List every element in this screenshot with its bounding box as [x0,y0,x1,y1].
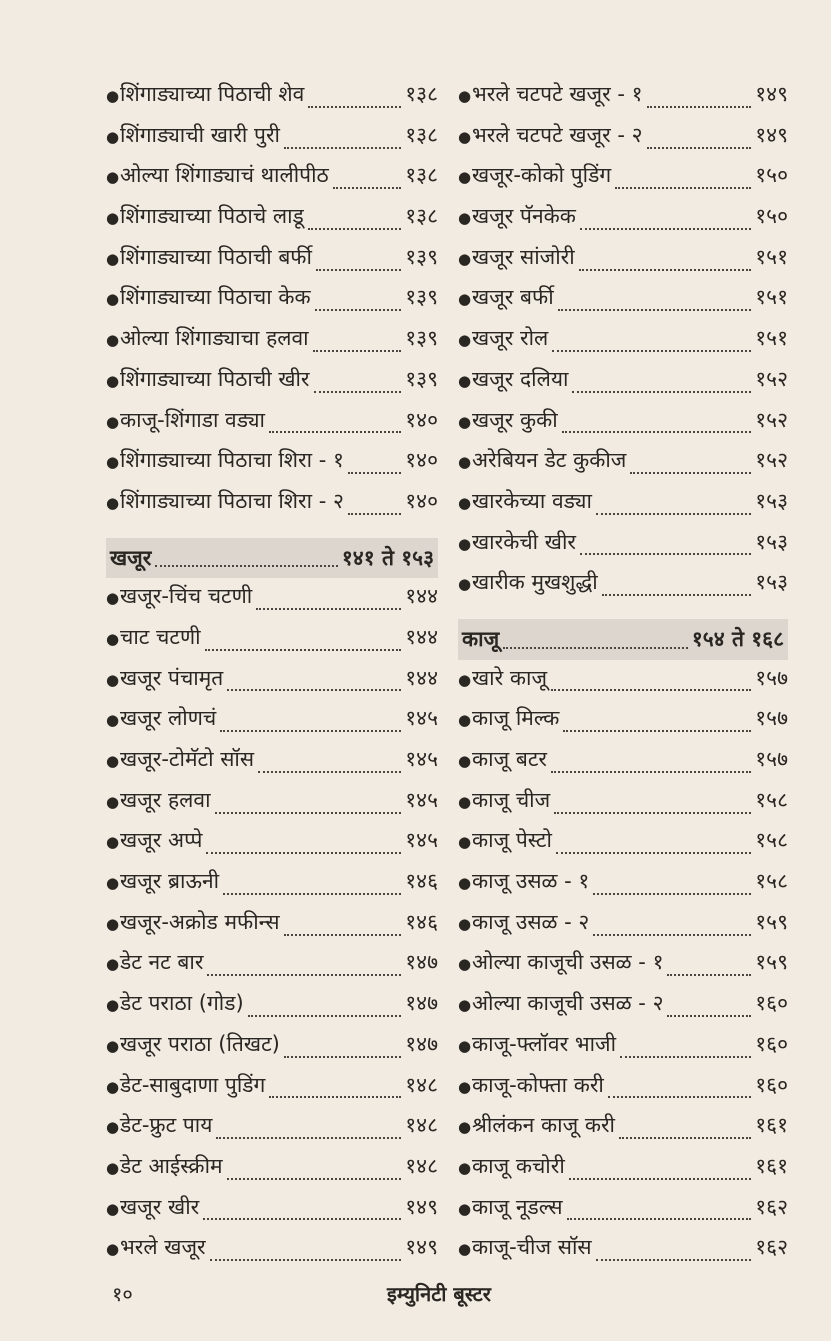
entry-page-number: १५१ [755,326,788,351]
entry-title: खजूर-चिंच चटणी [120,584,253,609]
entry-page-number: १४७ [405,991,438,1016]
toc-entry [106,1111,438,1152]
entry-title: डेट नट बार [120,950,204,975]
entry-title: ओल्या शिंगाड्याचं थालीपीठ [120,163,329,188]
leader-dots [552,349,751,352]
entry-title: शिंगाड्याच्या पिठाची बर्फी [120,244,312,269]
entry-page-number: १४४ [405,584,438,609]
leader-dots [315,308,402,311]
toc-entry [458,406,788,447]
leader-dots [580,552,751,555]
leader-dots [619,1136,751,1139]
bullet-icon: ● [106,670,120,689]
toc-entry [106,80,438,121]
entry-title: खजूर-कोको पुडिंग [472,163,612,188]
entry-title: खजूर-टोमॅटो सॉस [120,747,255,771]
toc-entry [458,365,788,406]
entry-title: काजू कचोरी [472,1153,565,1178]
leader-dots [647,146,752,149]
entry-title: डेट आईस्क्रीम [120,1153,223,1178]
entry-page-number: १५८ [755,869,788,894]
bullet-icon: ● [458,1118,472,1137]
toc-entry [106,704,438,745]
entry-title: खजूर खीर [120,1194,200,1219]
bullet-icon: ● [458,874,472,893]
entry-title: खारीक मुखशुद्धी [472,570,598,595]
entry-page-number: १४८ [405,1153,438,1178]
entry-title: खारे काजू [472,665,548,690]
bullet-icon: ● [106,493,120,512]
entry-title: शिंगाड्याच्या पिठाचा केक [120,285,311,310]
bullet-icon: ● [458,371,472,390]
left-list-b [106,582,438,1274]
bullet-icon: ● [458,670,472,689]
entry-title: खजूर पंचामृत [120,665,224,690]
entry-title: श्रीलंकन काजू करी [472,1113,615,1138]
entry-page-number: १४७ [405,1031,438,1056]
leader-dots [207,973,401,976]
toc-entry [458,1111,788,1152]
leader-dots [269,1095,401,1098]
entry-title: ओल्या काजूची उसळ - २ [472,991,664,1016]
bullet-icon: ● [106,209,120,228]
leader-dots [593,933,751,936]
entry-page-number: १५९ [755,950,788,975]
bullet-icon: ● [458,996,472,1015]
entry-title: शिंगाड्याच्या पिठाचा शिरा - २ [120,488,344,513]
bullet-icon: ● [106,629,120,648]
toc-entry [458,867,788,908]
left-list-a [106,80,438,528]
bullet-icon: ● [106,412,120,431]
bullet-icon: ● [458,87,472,105]
toc-entry [106,989,438,1030]
bullet-icon: ● [458,453,472,472]
toc-entry [106,1152,438,1193]
toc-entry [458,80,788,121]
toc-entry [458,948,788,989]
bullet-icon: ● [106,874,120,893]
bullet-icon: ● [458,711,472,730]
entry-title: भरले चटपटे खजूर - २ [472,122,643,147]
entry-page-number: १३८ [405,122,438,147]
entry-title: खारकेची खीर [472,529,576,554]
entry-page-number: १४० [405,488,438,513]
leader-dots [316,268,401,271]
entry-page-number: १४८ [405,1072,438,1097]
entry-title: काजू बटर [472,747,547,771]
toc-entry [458,664,788,705]
bullet-icon: ● [458,1199,472,1218]
bullet-icon: ● [458,493,472,512]
entry-title: डेट-साबुदाणा पुडिंग [120,1072,266,1097]
bullet-icon: ● [106,1036,120,1055]
leader-dots [630,471,751,474]
section-title: काजू [462,626,500,651]
bullet-icon: ● [106,371,120,390]
toc-entry [458,568,788,609]
toc-entry [458,324,788,365]
leader-dots [579,268,752,271]
entry-page-number: १५७ [755,706,788,731]
right-column [458,80,788,1274]
leader-dots [551,688,751,691]
toc-entry [458,908,788,949]
toc-entry [458,1030,788,1071]
toc-entry [458,826,788,867]
toc-entry [106,664,438,705]
toc-entry [106,745,438,786]
toc-entry [106,487,438,528]
bullet-icon: ● [458,1036,472,1055]
entry-title: काजू चीज [472,787,551,812]
toc-entry [458,121,788,162]
bullet-icon: ● [106,127,120,146]
entry-title: काजू-शिंगाडा वड्या [120,407,265,432]
toc-entry [458,446,788,487]
leader-dots [580,227,751,230]
entry-title: काजू उसळ - १ [472,869,590,894]
entry-page-number: १५८ [755,787,788,812]
toc-entry [106,908,438,949]
entry-page-number: १३८ [405,82,438,106]
bullet-icon: ● [458,127,472,146]
bullet-icon: ● [106,589,120,608]
bullet-icon: ● [458,914,472,933]
entry-title: खजूर लोणचं [120,706,217,731]
entry-title: काजू-फ्लॉवर भाजी [472,1031,617,1056]
entry-page-number: १५२ [755,448,788,473]
toc-entry [458,989,788,1030]
entry-title: शिंगाड्याच्या पिठाचे लाडू [120,204,304,229]
entry-title: भरले चटपटे खजूर - १ [472,82,643,106]
leader-dots [215,811,402,814]
entry-page-number: १५० [755,163,788,188]
entry-page-number: १४४ [405,665,438,690]
leader-dots [308,105,401,108]
entry-title: काजू-चीज सॉस [472,1235,592,1260]
entry-page-number: १६० [755,991,788,1016]
bullet-icon: ● [106,711,120,730]
entry-title: काजू मिल्क [472,706,560,731]
toc-entry [106,446,438,487]
toc-entry [458,243,788,284]
entry-title: खजूर रोल [472,326,549,351]
leader-dots [308,227,401,230]
bullet-icon: ● [106,1199,120,1218]
leader-dots [562,430,752,433]
bullet-icon: ● [106,914,120,933]
leader-dots [223,892,401,895]
bullet-icon: ● [458,249,472,268]
toc-entry [458,1152,788,1193]
page-number: १० [112,1282,133,1306]
leader-dots [556,851,751,854]
bullet-icon: ● [106,1118,120,1137]
entry-page-number: १५१ [755,244,788,269]
entry-page-number: १५७ [755,747,788,771]
toc-entry [458,528,788,569]
leader-dots [284,1055,401,1058]
bullet-icon: ● [106,453,120,472]
leader-dots [269,430,401,433]
entry-page-number: १३८ [405,163,438,188]
entry-title: खजूर ब्राऊनी [120,869,220,894]
toc-entry [106,406,438,447]
bullet-icon: ● [458,1077,472,1096]
toc-entry [106,161,438,202]
leader-dots [596,1258,752,1261]
leader-dots [248,1014,402,1017]
entry-title: शिंगाड्याच्या पिठाची शेव [120,82,305,106]
toc-entry [458,786,788,827]
bullet-icon: ● [458,1240,472,1259]
section-title: खजूर [110,545,152,570]
leader-dots [569,1177,751,1180]
entry-title: काजू पेस्टो [472,828,552,853]
toc-entry [106,1071,438,1112]
toc-entry [458,202,788,243]
entry-page-number: १४९ [755,122,788,147]
entry-page-number: १४५ [405,787,438,812]
bullet-icon: ● [106,331,120,350]
section-heading-khajur [106,538,438,579]
leader-dots [667,1014,751,1017]
section-heading-kaju [458,619,788,660]
entry-page-number: १४६ [405,909,438,934]
bullet-icon: ● [458,209,472,228]
leader-dots [284,933,402,936]
entry-title: डेट पराठा (गोड) [120,991,244,1016]
bullet-icon: ● [458,412,472,431]
toc-entry [106,365,438,406]
entry-title: चाट चटणी [120,624,201,649]
entry-title: काजू नूडल्स [472,1194,563,1219]
book-title: इम्युनिटी बूस्टर [387,1282,491,1306]
bullet-icon: ● [458,331,472,350]
toc-entry [106,826,438,867]
entry-page-number: १४५ [405,828,438,853]
entry-page-number: १५९ [755,909,788,934]
toc-entry [106,582,438,623]
leader-dots [554,811,751,814]
leader-dots [206,851,401,854]
toc-entry [106,283,438,324]
entry-page-number: १४८ [405,1113,438,1138]
toc-entry [106,867,438,908]
entry-title: ओल्या शिंगाड्याचा हलवा [120,326,309,351]
bullet-icon: ● [106,1158,120,1177]
bullet-icon: ● [458,290,472,309]
bullet-icon: ● [106,955,120,974]
bullet-icon: ● [106,249,120,268]
entry-page-number: १५१ [755,285,788,310]
toc-entry [458,1233,788,1274]
leader-dots [615,186,751,189]
toc-entry [458,745,788,786]
entry-title: डेट-फ्रुट पाय [120,1113,213,1138]
leader-dots [205,648,402,651]
entry-page-number: १४९ [755,82,788,106]
bullet-icon: ● [106,792,120,811]
entry-title: अरेबियन डेट कुकीज [472,448,627,473]
entry-title: शिंगाड्याची खारी पुरी [120,122,280,147]
entry-title: शिंगाड्याच्या पिठाचा शिरा - १ [120,448,344,473]
leader-dots [503,646,688,649]
right-list-a [458,80,788,609]
bullet-icon: ● [106,1077,120,1096]
leader-dots [313,349,402,352]
leader-dots [258,770,401,773]
toc-entry [106,623,438,664]
leader-dots [572,390,751,393]
leader-dots [567,1217,752,1220]
entry-page-number: १३९ [405,366,438,391]
left-column [106,80,438,1274]
entry-page-number: १३८ [405,204,438,229]
leader-dots [216,1136,401,1139]
entry-title: खजूर-अक्रोड मफीन्स [120,909,280,934]
toc-entry [458,283,788,324]
entry-title: खजूर पॅनकेक [472,204,576,229]
entry-page-number: १४० [405,407,438,432]
leader-dots [563,729,751,732]
leader-dots [210,1258,402,1261]
bullet-icon: ● [106,290,120,309]
leader-dots [348,471,401,474]
leader-dots [256,607,401,610]
toc-entry [106,202,438,243]
leader-dots [203,1217,401,1220]
bullet-icon: ● [458,168,472,187]
entry-title: खजूर दलिया [472,366,569,391]
bullet-icon: ● [106,833,120,852]
entry-page-number: १५२ [755,407,788,432]
bullet-icon: ● [458,833,472,852]
entry-page-number: १४४ [405,624,438,649]
bullet-icon: ● [106,752,120,770]
entry-page-number: १४० [405,448,438,473]
section-range: १४१ ते १५३ [341,545,434,570]
entry-page-number: १६१ [755,1153,788,1178]
leader-dots [551,770,751,773]
leader-dots [284,146,401,149]
toc-entry [458,1193,788,1234]
entry-page-number: १४९ [405,1194,438,1219]
toc-entry [106,243,438,284]
leader-dots [348,512,401,515]
toc-entry [458,704,788,745]
bullet-icon: ● [106,1240,120,1259]
leader-dots [558,308,752,311]
entry-page-number: १५० [755,204,788,229]
entry-title: शिंगाड्याच्या पिठाची खीर [120,366,310,391]
toc-entry [458,1071,788,1112]
entry-title: खजूर सांजोरी [472,244,575,269]
leader-dots [333,186,402,189]
entry-page-number: १४५ [405,706,438,731]
leader-dots [620,1055,751,1058]
entry-page-number: १६० [755,1031,788,1056]
entry-page-number: १३९ [405,244,438,269]
entry-page-number: १४९ [405,1235,438,1260]
entry-page-number: १५३ [755,488,788,513]
leader-dots [220,729,401,732]
bullet-icon: ● [458,752,472,770]
bullet-icon: ● [458,955,472,974]
entry-page-number: १५२ [755,366,788,391]
leader-dots [602,593,752,596]
leader-dots [227,1177,402,1180]
entry-title: खजूर अप्पे [120,828,203,853]
leader-dots [314,390,402,393]
section-range: १५४ ते १६८ [691,626,784,651]
toc-entry [106,948,438,989]
bullet-icon: ● [458,792,472,811]
bullet-icon: ● [458,575,472,594]
leader-dots [647,105,752,108]
leader-dots [667,973,751,976]
entry-title: काजू-कोफ्ता करी [472,1072,604,1097]
entry-page-number: १४५ [405,747,438,771]
toc-entry [106,1233,438,1274]
entry-title: खजूर हलवा [120,787,211,812]
toc-entry [106,786,438,827]
entry-page-number: १५३ [755,529,788,554]
entry-page-number: १६२ [755,1235,788,1260]
bullet-icon: ● [106,87,120,105]
toc-entry [458,487,788,528]
toc-entry [106,1193,438,1234]
leader-dots [596,512,751,515]
bullet-icon: ● [106,996,120,1015]
entry-page-number: १४६ [405,869,438,894]
bullet-icon: ● [458,1158,472,1177]
entry-page-number: १६१ [755,1113,788,1138]
bullet-icon: ● [106,168,120,187]
toc-entry [106,1030,438,1071]
leader-dots [608,1095,751,1098]
leader-dots [155,564,338,567]
toc-entry [106,121,438,162]
entry-page-number: १५७ [755,665,788,690]
entry-title: खजूर कुकी [472,407,558,432]
right-list-b [458,664,788,1274]
entry-page-number: १४७ [405,950,438,975]
leader-dots [227,688,401,691]
entry-title: भरले खजूर [120,1235,206,1260]
entry-title: खजूर बर्फी [472,285,554,310]
bullet-icon: ● [458,534,472,553]
toc-entry [106,324,438,365]
entry-page-number: १६० [755,1072,788,1097]
entry-page-number: १६२ [755,1194,788,1219]
entry-title: खारकेच्या वड्या [472,488,592,513]
leader-dots [593,892,751,895]
entry-page-number: १३९ [405,326,438,351]
entry-page-number: १५८ [755,828,788,853]
entry-title: खजूर पराठा (तिखट) [120,1031,280,1056]
entry-page-number: १५३ [755,570,788,595]
toc-entry [458,161,788,202]
entry-title: ओल्या काजूची उसळ - १ [472,950,664,975]
entry-title: काजू उसळ - २ [472,909,590,934]
entry-page-number: १३९ [405,285,438,310]
